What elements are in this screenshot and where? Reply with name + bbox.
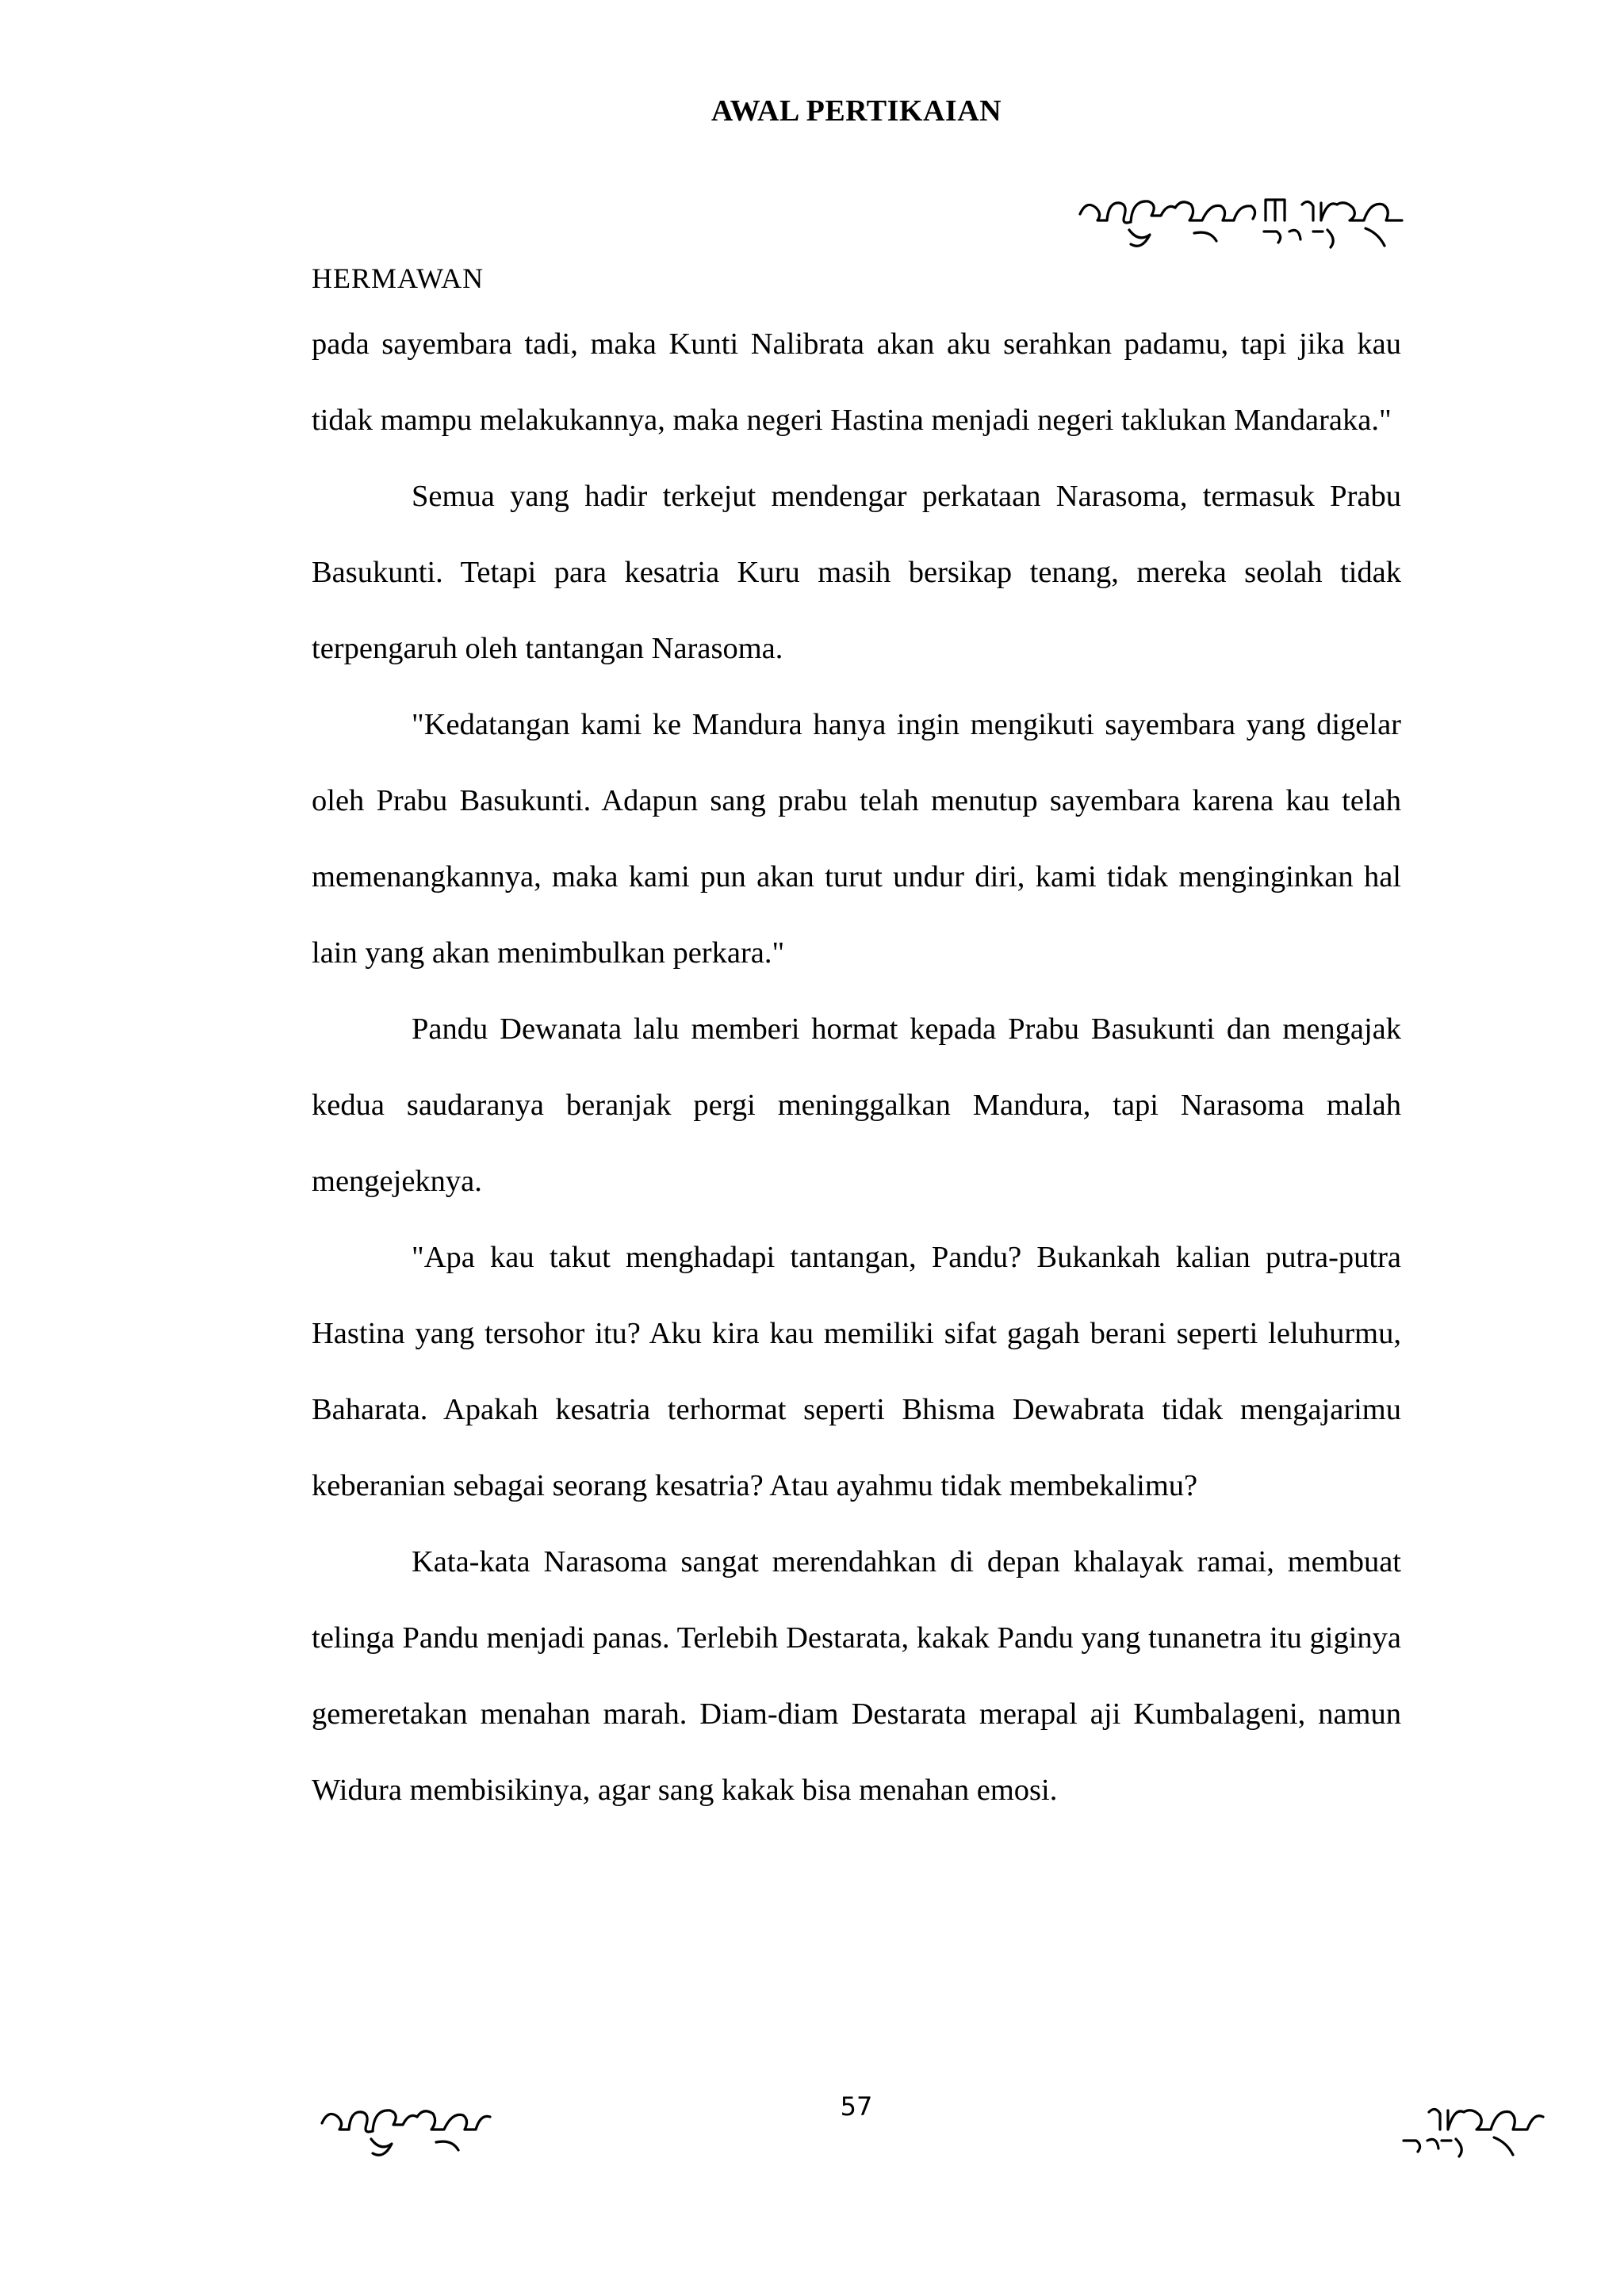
paragraph: Kata-kata Narasoma sangat merendahkan di depan khalayak ramai, membuat telinga Pandu menjadi panas. Terlebih Destarata, kakak Pandu yang tunanetra itu giginya gemeretakan menahan marah. Diam-diam Destarata merapal aji Kumbalageni, namun Widura membisikinya, agar sang kakak bisa menahan emosi. — [312, 1545, 1401, 1807]
paragraph: Semua yang hadir terkejut mendengar perkataan Narasoma, termasuk Prabu Basukunti. Tetapi para kesatria Kuru masih bersikap tenang, mereka seolah tidak terpengaruh oleh tantangan Narasoma. — [312, 480, 1401, 665]
paragraph: "Kedatangan kami ke Mandura hanya ingin mengikuti sayembara yang digelar oleh Prabu Basukunti. Adapun sang prabu telah menutup sayembara karena kau telah memenangkannya, maka kami pun akan turut undur diri, kami tidak menginginkan hal lain yang akan menimbulkan perkara." — [312, 708, 1401, 970]
paragraph: pada sayembara tadi, maka Kunti Nalibrata akan aku serahkan padamu, tapi jika kau tidak mampu melakukannya, maka negeri Hastina menjadi negeri taklukan Mandaraka." — [312, 327, 1401, 437]
page-title: AWAL PERTIKAIAN — [710, 94, 1002, 128]
javanese-script-ornament-icon — [317, 2093, 496, 2169]
body-text — [312, 306, 1401, 1828]
paragraph: Pandu Dewanata lalu memberi hormat kepada Prabu Basukunti dan mengajak kedua saudaranya beranjak pergi meninggalkan Mandura, tapi Narasoma malah mengejeknya. — [312, 1012, 1401, 1198]
author-name: HERMAWAN — [312, 262, 485, 294]
page-number: 57 — [840, 2091, 873, 2122]
javanese-script-ornament-icon — [1400, 2093, 1551, 2169]
javanese-script-ornament-icon — [1075, 184, 1408, 260]
paragraph: "Apa kau takut menghadapi tantangan, Pandu? Bukankah kalian putra-putra Hastina yang tersohor itu? Aku kira kau memiliki sifat gagah berani seperti leluhurmu, Baharata. Apakah kesatria terhormat seperti Bhisma Dewabrata tidak mengajarimu keberanian sebagai seorang kesatria? Atau ayahmu tidak membekalimu? — [312, 1241, 1401, 1502]
